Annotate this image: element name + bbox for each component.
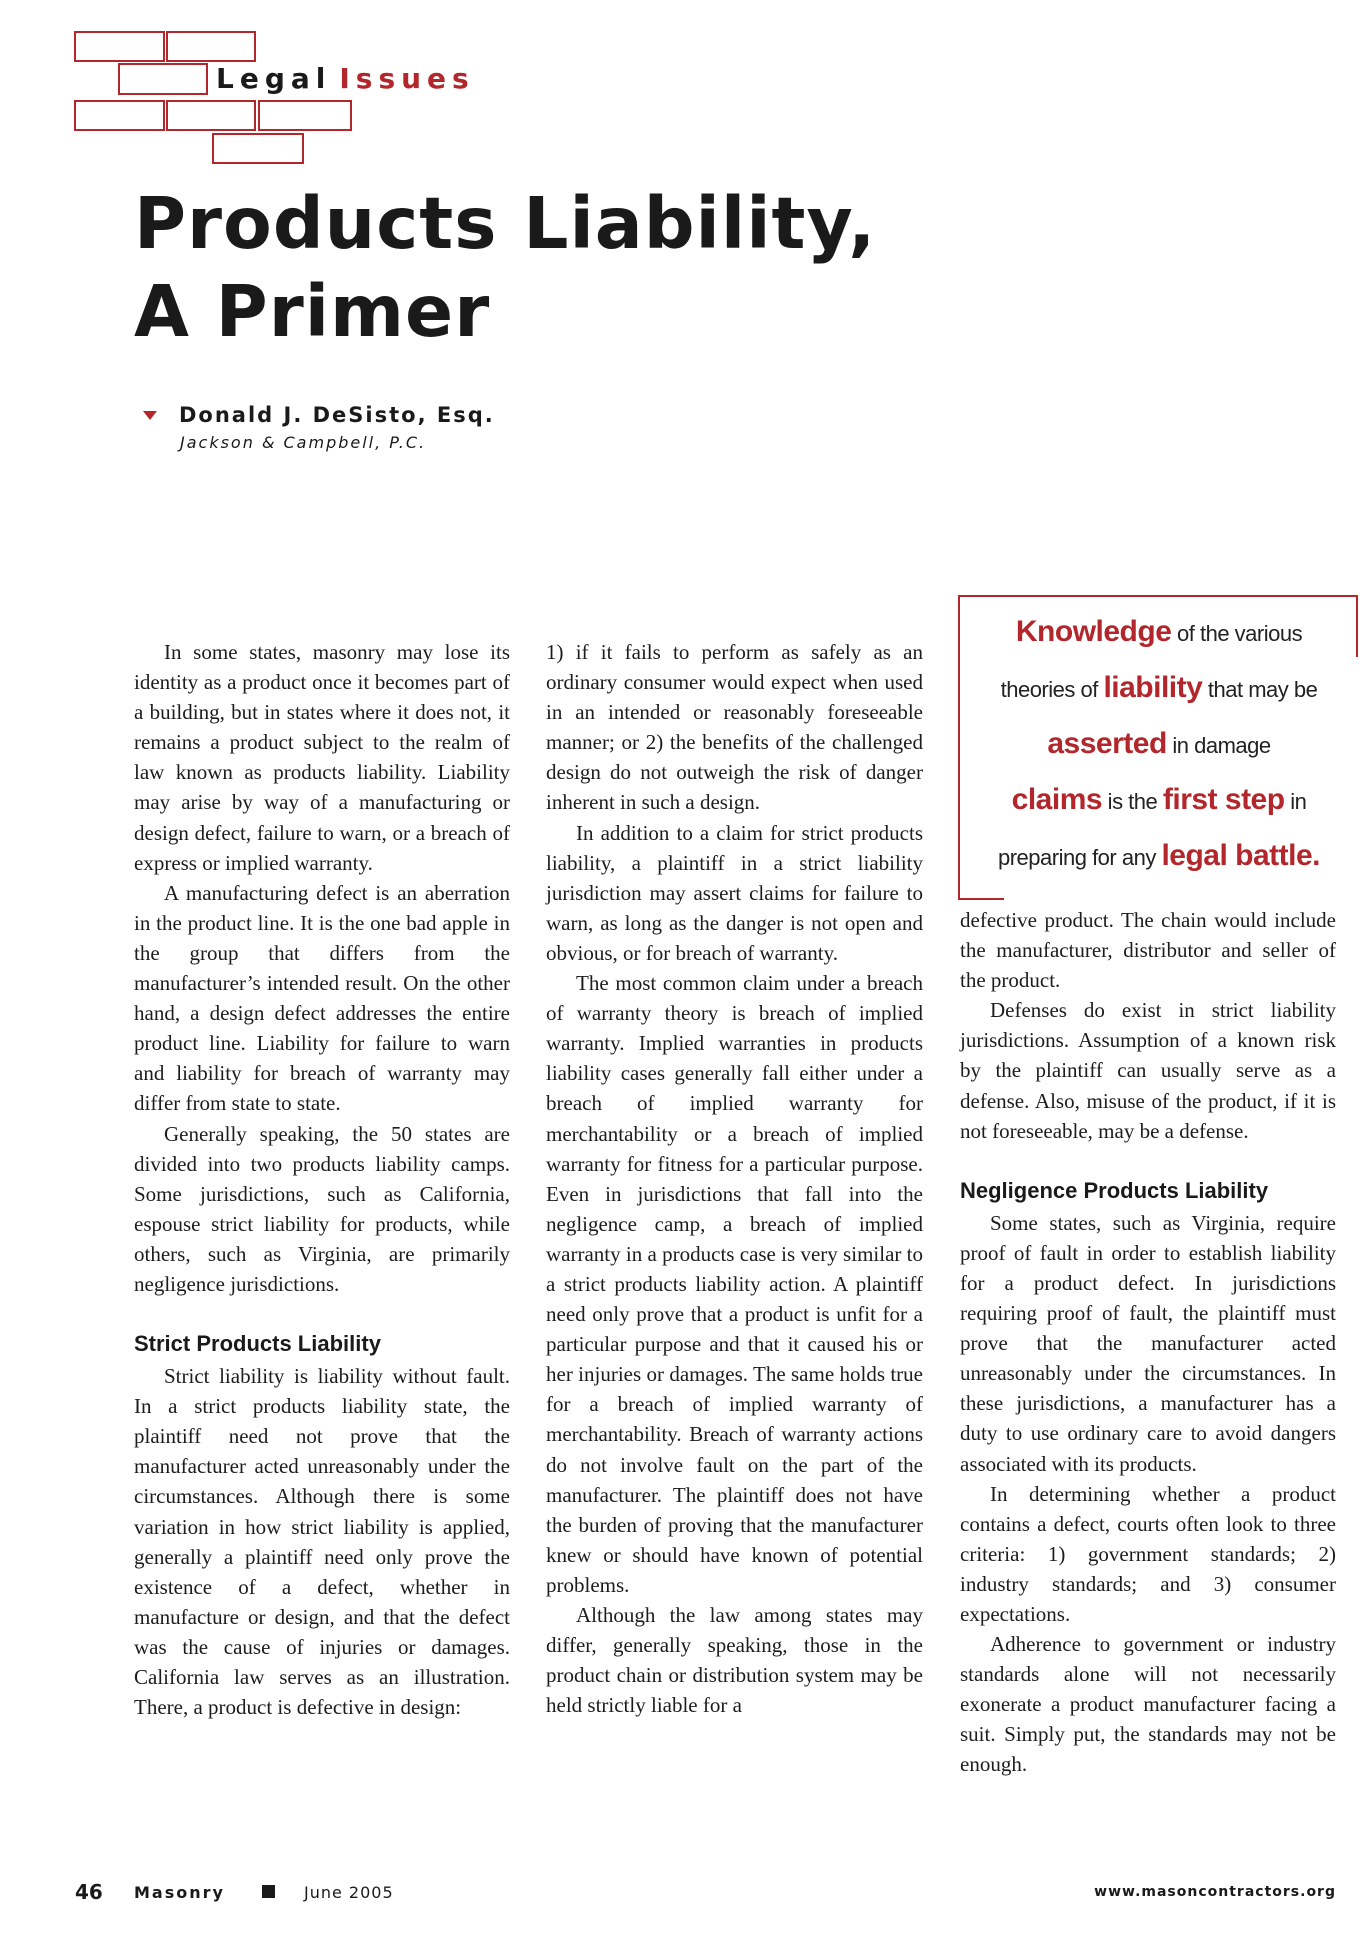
author-firm: Jackson & Campbell, P.C. bbox=[180, 433, 427, 452]
pull-quote-normal: theories of bbox=[1000, 677, 1104, 702]
pull-quote-border bbox=[958, 898, 1004, 900]
paragraph: In determining whether a product contains a defect, courts often look to three criteria: 1) government standards; 2) industry standards; and 3) consumer expectations. bbox=[960, 1481, 1336, 1626]
article-column-1 bbox=[134, 637, 510, 1722]
article-title bbox=[134, 180, 876, 356]
pull-quote-highlight: first step bbox=[1162, 783, 1285, 816]
pull-quote-highlight: liability bbox=[1103, 671, 1203, 704]
article-column-2 bbox=[546, 637, 923, 1720]
page-footer bbox=[0, 1880, 1368, 1910]
magazine-name: Masonry bbox=[134, 1883, 225, 1902]
brick bbox=[166, 100, 256, 131]
kicker-word-issues: Issues bbox=[339, 62, 475, 95]
paragraph: Some states, such as Virginia, require proof of fault in order to establish liability for a product defect. In jurisdictions requiring proof of fault, the plaintiff must prove that the manufacturer acted unreasonably under the circumstances. In these jurisdictions, a manufacturer has a duty to use ordinary care to avoid dangers associated with its products. bbox=[960, 1210, 1336, 1476]
brick bbox=[258, 100, 352, 131]
brick bbox=[212, 133, 304, 164]
paragraph: defective product. The chain would include the manufacturer, distributor and seller of the product. bbox=[960, 908, 1336, 993]
paragraph: 1) if it fails to perform as safely as an ordinary consumer would expect when used in an intended or reasonably foreseeable manner; or 2) the benefits of the challenged design do not outweigh the risk of danger inherent in such a design. bbox=[546, 640, 923, 815]
paragraph: Adherence to government or industry standards alone will not necessarily exonerate a product manufacturer facing a suit. Simply put, the standards may not be enough. bbox=[960, 1632, 1336, 1777]
author-name: Donald J. DeSisto, Esq. bbox=[179, 403, 495, 427]
pull-quote-normal: in damage bbox=[1166, 733, 1271, 758]
square-bullet-icon bbox=[262, 1885, 275, 1898]
pull-quote-normal: preparing for any bbox=[998, 845, 1162, 870]
kicker-word-legal: Legal bbox=[216, 62, 332, 95]
pull-quote-highlight: asserted bbox=[1047, 727, 1167, 760]
paragraph: A manufacturing defect is an aberration in the product line. It is the one bad apple in the group that differs from the manufacturer’s intended result. On the other hand, a design defect addresses the entire product line. Liability for failure to warn and liability for breach of warranty may differ from state to state. bbox=[134, 880, 510, 1116]
pull-quote bbox=[958, 595, 1358, 898]
brick bbox=[166, 31, 256, 62]
paragraph: Generally speaking, the 50 states are divided into two products liability camps. Some jurisdictions, such as California, espouse strict liability for products, while others, such as Virginia, are primarily negligence jurisdictions. bbox=[134, 1121, 510, 1296]
section-heading-strict: Strict Products Liability bbox=[134, 1331, 381, 1357]
pull-quote-text bbox=[960, 605, 1358, 885]
paragraph: In addition to a claim for strict products liability, a plaintiff in a strict liability jurisdiction may assert claims for failure to warn, as long as the danger is not open and obvious, or for breach of warranty. bbox=[546, 820, 923, 965]
pull-quote-highlight: Knowledge bbox=[1015, 615, 1172, 648]
pull-quote-normal: is the bbox=[1102, 789, 1163, 814]
pull-quote-normal: of the various bbox=[1171, 621, 1303, 646]
paragraph: Strict liability is liability without fault. In a strict products liability state, the plaintiff need not prove that the manufacturer acted unreasonably under the circumstances. Although there is some variation in how strict liability is applied, generally a plaintiff need only prove the existence of a defect, whether in manufacture or design, and that the defect was the cause of injuries or damages. California law serves as an illustration. There, a product is defective in design: bbox=[134, 1364, 510, 1720]
paragraph: The most common claim under a breach of warranty theory is breach of implied warranty. Implied warranties in products liability cases generally fall either under a breach of implied warranty for merchantability or a breach of implied warranty for fitness for a particular purpose. Even in jurisdictions that fall into the negligence camp, a breach of implied warranty in a products case is very similar to a strict products liability action. A plaintiff need only prove that a product is unfit for a particular purpose and that it caused his or her injuries or damages. The same holds true for a breach of implied warranty of merchantability. Breach of warranty actions do not involve fault on the part of the manufacturer. The plaintiff does not have the burden of proving that the manufacturer knew or should have known of potential problems. bbox=[546, 971, 923, 1597]
paragraph: In some states, masonry may lose its identity as a product once it becomes part of a building, but in states where it does not, it remains a product subject to the realm of law known as products liability. Liability may arise by way of a manufacturing or design defect, failure to warn, or a breach of express or implied warranty. bbox=[134, 640, 510, 875]
paragraph: Defenses do exist in strict liability jurisdictions. Assumption of a known risk by the plaintiff can usually serve as a defense. Also, misuse of the product, if it is not foreseeable, may be a defense. bbox=[960, 998, 1336, 1143]
website-url: www.masoncontractors.org bbox=[1094, 1884, 1336, 1900]
pull-quote-normal: in bbox=[1284, 789, 1307, 814]
section-heading-negligence: Negligence Products Liability bbox=[960, 1177, 1269, 1203]
article-column-3 bbox=[960, 905, 1336, 1780]
pull-quote-highlight: claims bbox=[1011, 783, 1103, 816]
issue-date: June 2005 bbox=[304, 1883, 394, 1902]
page-number: 46 bbox=[75, 1880, 103, 1904]
pull-quote-normal: that may be bbox=[1202, 677, 1318, 702]
paragraph: Although the law among states may differ, generally speaking, those in the product chain or distribution system may be held strictly liable for a bbox=[546, 1603, 923, 1718]
triangle-down-icon bbox=[143, 411, 157, 420]
section-kicker bbox=[216, 62, 475, 95]
brick bbox=[74, 100, 165, 131]
title-line-1: Products Liability, bbox=[134, 182, 877, 265]
brick bbox=[74, 31, 165, 62]
title-line-2: A Primer bbox=[134, 270, 491, 353]
pull-quote-highlight: legal battle. bbox=[1161, 839, 1320, 872]
brick bbox=[118, 63, 208, 95]
